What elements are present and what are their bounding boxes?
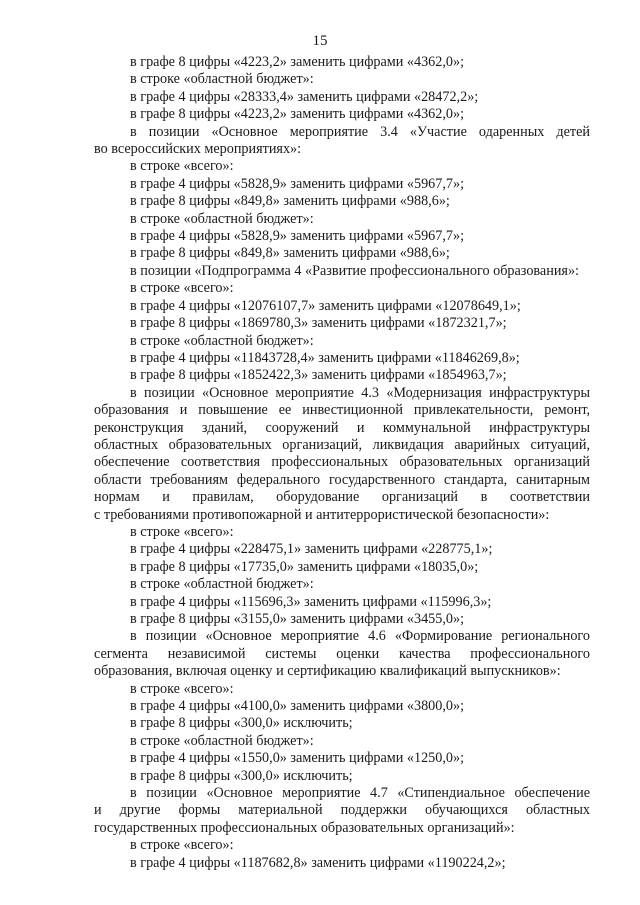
text-line: в графе 8 цифры «849,8» заменить цифрами «988,6»; bbox=[130, 245, 450, 262]
page-number: 15 bbox=[312, 33, 328, 49]
text-line: в позиции «Основное мероприятие 4.3 «Модернизация инфраструктуры bbox=[130, 384, 590, 401]
text-line: в графе 8 цифры «4223,2» заменить цифрами «4362,0»; bbox=[130, 54, 465, 70]
document-body bbox=[94, 54, 590, 872]
text-line: в графе 4 цифры «1550,0» заменить цифрами «1250,0»; bbox=[130, 750, 465, 767]
text-line: в позиции «Основное мероприятие 4.7 «Стипендиальное обеспечение bbox=[130, 785, 590, 802]
text-line: в графе 4 цифры «5828,9» заменить цифрами «5967,7»; bbox=[130, 175, 465, 192]
text-line: в строке «областной бюджет»: bbox=[130, 576, 314, 593]
text-line: областных образовательных организаций, ликвидация аварийных ситуаций, bbox=[94, 436, 590, 453]
text-line: в графе 4 цифры «4100,0» заменить цифрами «3800,0»; bbox=[130, 698, 465, 715]
text-line: в графе 8 цифры «4223,2» заменить цифрами «4362,0»; bbox=[130, 106, 465, 123]
text-line: в графе 4 цифры «1187682,8» заменить цифрами «1190224,2»; bbox=[130, 854, 506, 871]
text-line: в графе 4 цифры «5828,9» заменить цифрами «5967,7»; bbox=[130, 228, 465, 245]
text-line: в позиции «Основное мероприятие 4.6 «Формирование регионального bbox=[130, 628, 590, 645]
text-line: в строке «областной бюджет»: bbox=[130, 732, 314, 749]
text-line: с требованиями противопожарной и антитеррористической безопасности»: bbox=[94, 506, 550, 523]
text-line: в графе 8 цифры «1869780,3» заменить цифрами «1872321,7»; bbox=[130, 315, 507, 332]
text-line: в графе 4 цифры «11843728,4» заменить цифрами «11846269,8»; bbox=[130, 349, 520, 366]
text-line: в графе 8 цифры «300,0» исключить; bbox=[130, 767, 353, 784]
text-line: в позиции «Основное мероприятие 3.4 «Участие одаренных детей bbox=[130, 123, 590, 140]
text-line: в строке «всего»: bbox=[130, 680, 234, 697]
text-line: в строке «всего»: bbox=[130, 158, 234, 175]
text-line: в строке «областной бюджет»: bbox=[130, 332, 314, 349]
text-line: реконструкция зданий, сооружений и коммунальной инфраструктуры bbox=[94, 419, 590, 436]
text-line: сегмента независимой системы оценки качества профессионального bbox=[94, 645, 590, 662]
text-line: нормам и правилам, оборудование организаций в соответствии bbox=[94, 489, 590, 506]
text-line: образования и повышение ее инвестиционной привлекательности, ремонт, bbox=[94, 402, 590, 419]
text-line: в графе 4 цифры «28333,4» заменить цифрами «28472,2»; bbox=[130, 88, 479, 105]
text-line: в строке «всего»: bbox=[130, 523, 234, 540]
text-line: в строке «областной бюджет»: bbox=[130, 210, 314, 227]
text-line: государственных профессиональных образовательных организаций»: bbox=[94, 819, 515, 836]
text-line: в графе 4 цифры «115696,3» заменить цифрами «115996,3»; bbox=[130, 593, 492, 610]
text-line: в строке «всего»: bbox=[130, 280, 234, 297]
text-line: образования, включая оценку и сертификацию квалификаций выпускников»: bbox=[94, 663, 561, 680]
text-line: обеспечение соответствия профессиональных образовательных организаций bbox=[94, 454, 590, 471]
text-line: в графе 4 цифры «228475,1» заменить цифрами «228775,1»; bbox=[130, 541, 493, 558]
text-line: в графе 8 цифры «1852422,3» заменить цифрами «1854963,7»; bbox=[130, 367, 507, 384]
text-line: в графе 8 цифры «3155,0» заменить цифрами «3455,0»; bbox=[130, 611, 465, 627]
text-line: в графе 8 цифры «17735,0» заменить цифрами «18035,0»; bbox=[130, 558, 479, 575]
text-line: в графе 8 цифры «300,0» исключить; bbox=[130, 715, 353, 732]
text-line: в графе 8 цифры «849,8» заменить цифрами «988,6»; bbox=[130, 193, 450, 210]
text-line: области требованиям федерального государственного стандарта, санитарным bbox=[94, 471, 590, 488]
text-line: во всероссийских мероприятиях»: bbox=[94, 141, 302, 158]
text-line: и другие формы материальной поддержки обучающихся областных bbox=[94, 802, 590, 819]
text-line: в графе 4 цифры «12076107,7» заменить цифрами «12078649,1»; bbox=[130, 297, 521, 314]
text-line: в строке «всего»: bbox=[130, 837, 234, 854]
text-line: в строке «областной бюджет»: bbox=[130, 71, 314, 88]
text-line: в позиции «Подпрограмма 4 «Развитие профессионального образования»: bbox=[130, 262, 579, 279]
